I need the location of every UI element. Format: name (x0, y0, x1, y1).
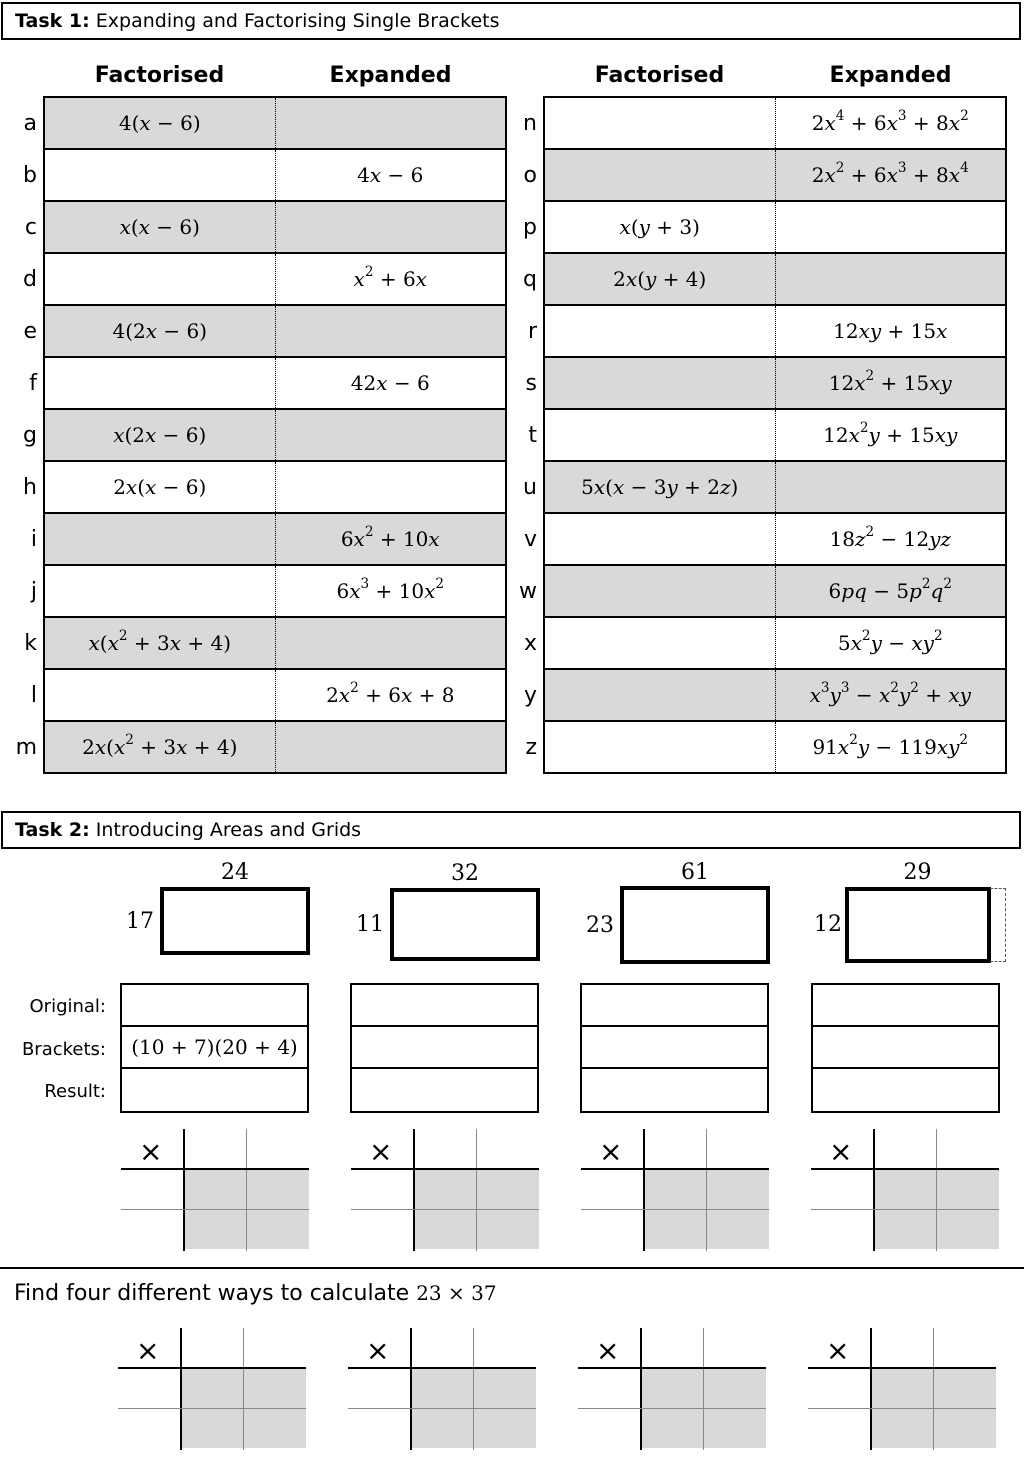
factorised-cell[interactable] (544, 461, 775, 513)
factorised-cell[interactable] (544, 97, 775, 149)
expanded-expression: $18z^2 - 12yz$ (829, 524, 951, 551)
grid-vertical-line (933, 1328, 934, 1450)
multiplication-grid[interactable] (118, 1328, 306, 1450)
result-box-4[interactable] (813, 1069, 998, 1111)
grid-horizontal-line (351, 1209, 539, 1210)
row-letter: j (30, 578, 37, 604)
expanded-cell[interactable] (275, 513, 506, 565)
factorised-cell[interactable] (44, 721, 275, 773)
grid-vertical-line (246, 1129, 247, 1251)
original-box-2[interactable] (352, 985, 537, 1027)
expanded-cell[interactable] (775, 461, 1006, 513)
expanded-expression: $12x^2 + 15xy$ (828, 368, 952, 395)
answer-stack-2 (350, 983, 539, 1113)
result-box-3[interactable] (582, 1069, 767, 1111)
table-row (0, 253, 506, 305)
grid-main-vertical-line (413, 1129, 415, 1251)
times-icon: × (829, 1135, 853, 1168)
rect3-width: 61 (681, 860, 709, 885)
grid-vertical-line (936, 1129, 937, 1251)
rect4-width: 29 (903, 860, 932, 885)
factorised-cell[interactable] (44, 97, 275, 149)
table-row (500, 305, 1006, 357)
expanded-cell[interactable] (275, 721, 506, 773)
factorised-cell[interactable] (544, 409, 775, 461)
factorised-cell[interactable] (544, 669, 775, 721)
original-box-1[interactable] (122, 985, 307, 1027)
table-row (500, 357, 1006, 409)
multiplication-grid[interactable] (348, 1328, 536, 1450)
factorised-expression: 4(2x − 6) (112, 319, 208, 343)
expanded-cell[interactable] (775, 149, 1006, 201)
grid-main-vertical-line (873, 1129, 875, 1251)
expanded-cell[interactable] (275, 305, 506, 357)
expanded-cell[interactable] (775, 409, 1006, 461)
row-letter: k (24, 630, 37, 656)
factorised-cell[interactable] (44, 617, 275, 669)
row-letter: d (23, 266, 37, 292)
rect3-height: 23 (586, 913, 614, 938)
expanded-expression: $2x^4 + 6x^3 + 8x^2$ (811, 108, 969, 135)
grid-main-vertical-line (870, 1328, 872, 1450)
four-ways-prompt (14, 1281, 497, 1306)
task2-header (1, 811, 1021, 849)
grid-main-horizontal-line (581, 1168, 769, 1170)
grid-vertical-line (706, 1129, 707, 1251)
grid-main-horizontal-line (351, 1168, 539, 1170)
grid-vertical-line (703, 1328, 704, 1450)
multiplication-grid[interactable] (811, 1129, 999, 1251)
expanded-cell[interactable] (775, 201, 1006, 253)
table-row (0, 617, 506, 669)
expanded-expression: $6pq - 5p^2q^2$ (828, 576, 952, 603)
expanded-cell[interactable] (275, 409, 506, 461)
answer-stack-3 (580, 983, 769, 1113)
grid-main-vertical-line (640, 1328, 642, 1450)
table-row (500, 253, 1006, 305)
factorised-cell[interactable] (44, 253, 275, 305)
grid-main-vertical-line (643, 1129, 645, 1251)
table-row (0, 357, 506, 409)
original-label: Original: (29, 996, 106, 1017)
right-expanded-heading: Expanded (829, 63, 952, 88)
row-letter: e (23, 318, 37, 344)
expanded-expression: $2x^2 + 6x + 8$ (326, 680, 455, 707)
task1-header (1, 2, 1021, 40)
task1-label: Task 1: (15, 10, 90, 32)
factorised-cell[interactable] (44, 565, 275, 617)
times-icon: × (596, 1334, 620, 1367)
row-letter: r (527, 318, 537, 344)
multiplication-grid[interactable] (121, 1129, 309, 1251)
table-row (500, 513, 1006, 565)
row-letter: p (523, 214, 537, 240)
row-letter: v (523, 526, 537, 552)
row-letter: t (528, 422, 537, 448)
table-row (0, 721, 506, 773)
expanded-cell[interactable] (775, 253, 1006, 305)
table-row (0, 409, 506, 461)
grid-vertical-line (243, 1328, 244, 1450)
row-letter: a (23, 110, 37, 136)
factorised-expression: $2x(x^2 + 3x + 4)$ (82, 732, 238, 759)
brackets-box-1[interactable]: (10 + 7)(20 + 4) (122, 1027, 307, 1069)
expanded-cell[interactable] (275, 201, 506, 253)
factorised-expression: 2x(x − 6) (113, 475, 207, 499)
expanded-cell[interactable] (775, 721, 1006, 773)
table-row (500, 565, 1006, 617)
grid-main-horizontal-line (118, 1367, 306, 1369)
row-letter: x (523, 630, 537, 656)
times-icon: × (369, 1135, 393, 1168)
expanded-cell[interactable] (775, 357, 1006, 409)
grid-vertical-line (473, 1328, 474, 1450)
left-expand-factorise-table (0, 96, 507, 774)
brackets-box-4[interactable] (813, 1027, 998, 1069)
table-row (0, 305, 506, 357)
row-letter: b (23, 162, 37, 188)
factorised-cell[interactable] (544, 513, 775, 565)
row-letter: n (523, 110, 537, 136)
factorised-cell[interactable] (44, 149, 275, 201)
table-row (500, 669, 1006, 721)
expanded-expression: $6x^3 + 10x^2$ (336, 576, 445, 603)
table-row (0, 461, 506, 513)
grid-horizontal-line (118, 1408, 306, 1409)
brackets-box-3[interactable] (582, 1027, 767, 1069)
row-letter: y (523, 682, 537, 708)
grid-main-vertical-line (183, 1129, 185, 1251)
grid-main-vertical-line (180, 1328, 182, 1450)
rect1-width: 24 (221, 860, 249, 885)
row-letter: h (23, 474, 37, 500)
expanded-cell[interactable] (275, 669, 506, 721)
multiplication-grid[interactable] (581, 1129, 769, 1251)
expanded-cell[interactable] (775, 513, 1006, 565)
grid-main-horizontal-line (808, 1367, 996, 1369)
rect4-height: 12 (814, 912, 842, 937)
expanded-cell[interactable] (275, 617, 506, 669)
table-row (500, 409, 1006, 461)
result-label: Result: (44, 1081, 106, 1102)
table-row (500, 97, 1006, 149)
factorised-cell[interactable] (44, 305, 275, 357)
factorised-cell[interactable] (44, 201, 275, 253)
times-icon: × (139, 1135, 163, 1168)
area-rectangle-1 (160, 887, 310, 955)
prompt-text: Find four different ways to calculate (14, 1281, 410, 1306)
factorised-expression: 2x(y + 4) (613, 267, 707, 291)
table-row (500, 149, 1006, 201)
left-factorised-heading: Factorised (94, 63, 225, 88)
row-letter: i (30, 526, 37, 552)
factorised-cell[interactable] (544, 721, 775, 773)
factorised-cell[interactable] (44, 461, 275, 513)
grid-main-horizontal-line (811, 1168, 999, 1170)
prompt-calculation: 23 × 37 (416, 1281, 497, 1305)
factorised-cell[interactable] (544, 305, 775, 357)
grid-horizontal-line (581, 1209, 769, 1210)
grid-horizontal-line (348, 1408, 536, 1409)
factorised-expression: 4(x − 6) (118, 111, 201, 135)
rect1-height: 17 (126, 909, 154, 934)
times-icon: × (136, 1334, 160, 1367)
rect2-width: 32 (451, 861, 479, 886)
factorised-expression: 5x(x − 3y + 2z) (581, 475, 739, 499)
area-rectangle-2 (390, 888, 540, 961)
factorised-cell[interactable] (44, 669, 275, 721)
expanded-expression: $2x^2 + 6x^3 + 8x^4$ (811, 160, 969, 187)
task1-title: Expanding and Factorising Single Brackets (95, 10, 500, 32)
right-expand-factorise-table (500, 96, 1007, 774)
factorised-cell[interactable] (44, 357, 275, 409)
row-letter: o (523, 162, 537, 188)
result-box-2[interactable] (352, 1069, 537, 1111)
row-letter: l (30, 682, 37, 708)
rect2-height: 11 (356, 912, 384, 937)
expanded-cell[interactable] (775, 617, 1006, 669)
multiplication-grid[interactable] (808, 1328, 996, 1450)
expanded-expression: $x^2 + 6x$ (353, 264, 427, 291)
grid-main-horizontal-line (121, 1168, 309, 1170)
expanded-expression: $12x^2y + 15xy$ (823, 420, 958, 447)
expanded-cell[interactable] (275, 149, 506, 201)
factorised-expression: x(y + 3) (619, 215, 700, 239)
times-icon: × (599, 1135, 623, 1168)
factorised-cell[interactable] (544, 617, 775, 669)
times-icon: × (366, 1334, 390, 1367)
expanded-cell[interactable] (275, 97, 506, 149)
grid-main-vertical-line (410, 1328, 412, 1450)
multiplication-grid[interactable] (578, 1328, 766, 1450)
table-row (0, 149, 506, 201)
times-icon: × (826, 1334, 850, 1367)
expanded-cell[interactable] (775, 305, 1006, 357)
section-divider (0, 1267, 1024, 1269)
left-expanded-heading: Expanded (329, 63, 452, 88)
expanded-expression: $x^3y^3 - x^2y^2$ + xy (809, 680, 971, 707)
answer-stack-1 (120, 983, 309, 1113)
expanded-cell[interactable] (275, 565, 506, 617)
table-row (0, 97, 506, 149)
factorised-cell[interactable] (544, 565, 775, 617)
expanded-cell[interactable] (775, 97, 1006, 149)
grid-horizontal-line (578, 1408, 766, 1409)
grid-horizontal-line (811, 1209, 999, 1210)
row-letter: f (29, 370, 37, 396)
row-letter: g (23, 422, 37, 448)
expanded-expression: 42x − 6 (350, 371, 430, 395)
answer-stack-4 (811, 983, 1000, 1113)
factorised-cell[interactable] (44, 409, 275, 461)
original-box-4[interactable] (813, 985, 998, 1027)
row-letter: m (15, 734, 37, 760)
expanded-expression: $5x^2y - xy^2$ (837, 628, 943, 655)
factorised-cell[interactable] (544, 149, 775, 201)
original-box-3[interactable] (582, 985, 767, 1027)
expanded-cell[interactable] (275, 253, 506, 305)
expanded-cell[interactable] (275, 357, 506, 409)
factorised-cell[interactable] (544, 253, 775, 305)
factorised-expression: x(x − 6) (119, 215, 200, 239)
row-letter: u (523, 474, 537, 500)
grid-main-horizontal-line (578, 1367, 766, 1369)
table-row (0, 201, 506, 253)
row-letter: w (519, 578, 537, 604)
expanded-expression: 12xy + 15x (833, 319, 948, 343)
brackets-box-2[interactable] (352, 1027, 537, 1069)
table-row (0, 669, 506, 721)
grid-main-horizontal-line (348, 1367, 536, 1369)
area-rectangle-3 (620, 886, 770, 964)
expanded-cell[interactable] (775, 565, 1006, 617)
row-letter: c (24, 214, 37, 240)
rect4-extension (990, 888, 1006, 962)
factorised-expression: $x(x^2 + 3x + 4)$ (88, 628, 231, 655)
table-row (500, 721, 1006, 773)
expanded-expression: $91x^2y - 119xy^2$ (812, 732, 969, 759)
right-factorised-heading: Factorised (594, 63, 725, 88)
brackets-label: Brackets: (21, 1039, 106, 1060)
table-row (0, 565, 506, 617)
expanded-expression: 4x − 6 (357, 163, 424, 187)
grid-horizontal-line (121, 1209, 309, 1210)
expanded-cell[interactable] (775, 669, 1006, 721)
row-letter: s (525, 370, 537, 396)
row-letter: z (525, 734, 537, 760)
factorised-cell[interactable] (544, 357, 775, 409)
row-letter: q (523, 266, 537, 292)
grid-horizontal-line (808, 1408, 996, 1409)
expanded-cell[interactable] (275, 461, 506, 513)
table-row (500, 461, 1006, 513)
grid-vertical-line (476, 1129, 477, 1251)
task2-title: Introducing Areas and Grids (95, 819, 362, 841)
multiplication-grid[interactable] (351, 1129, 539, 1251)
factorised-cell[interactable] (544, 201, 775, 253)
table-row (500, 617, 1006, 669)
factorised-cell[interactable] (44, 513, 275, 565)
table-row (0, 513, 506, 565)
table-row (500, 201, 1006, 253)
factorised-expression: x(2x − 6) (113, 423, 207, 447)
expanded-expression: $6x^2 + 10x$ (340, 524, 440, 551)
area-rectangle-4 (845, 887, 991, 963)
task2-label: Task 2: (15, 819, 90, 841)
result-box-1[interactable] (122, 1069, 307, 1111)
